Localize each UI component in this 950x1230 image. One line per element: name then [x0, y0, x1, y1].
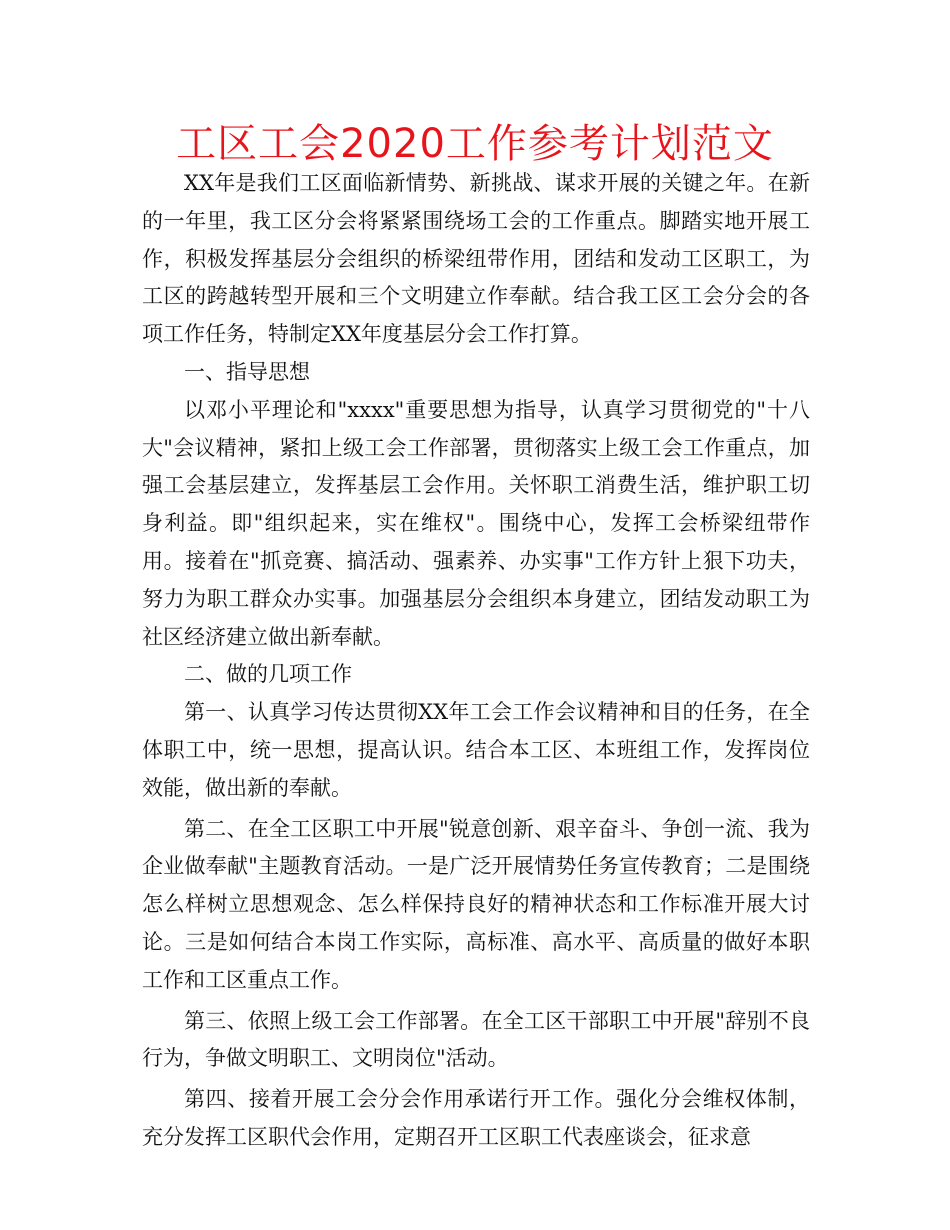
document-title: 工区工会2020工作参考计划范文	[176, 121, 774, 167]
paragraph-work-item-1: 第一、认真学习传达贯彻XX年工会工作会议精神和目的任务，在全体职工中，统一思想，提高认识。结合本工区、本班组工作，发挥岗位效能，做出新的奉献。	[142, 700, 810, 800]
paragraph-work-item-3: 第三、依照上级工会工作部署。在全工区干部职工中开展"辞别不良行为，争做文明职工、文明岗位"活动。	[142, 1008, 810, 1071]
section-heading-guiding-thought: 一、指导思想	[184, 359, 310, 384]
paragraph-work-item-2: 第二、在全工区职工中开展"锐意创新、艰辛奋斗、争创一流、我为企业做奉献"主题教育活动。一是广泛开展情势任务宣传教育；二是围绕怎么样树立思想观念、怎么样保持良好的精神状态和工作标准开展大讨论。三是如何结合本岗工作实际，高标准、高水平、高质量的做好本职工作和工区重点工作。	[142, 816, 810, 992]
paragraph-guiding-thought: 以邓小平理论和"xxxx"重要思想为指导，认真学习贯彻党的"十八大"会议精神，紧扣上级工会工作部署，贯彻落实上级工会工作重点，加强工会基层建立，发挥基层工会作用。关怀职工消费生活，维护职工切身利益。即"组织起来，实在维权"。围绕中心，发挥工会桥梁纽带作用。接着在"抓竞赛、搞活动、强素养、办实事"工作方针上狠下功夫，努力为职工群众办实事。加强基层分会组织本身建立，团结发动职工为社区经济建立做出新奉献。	[142, 397, 810, 649]
paragraph-intro: XX年是我们工区面临新情势、新挑战、谋求开展的关键之年。在新的一年里，我工区分会将紧紧围绕场工会的工作重点。脚踏实地开展工作，积极发挥基层分会组织的桥梁纽带作用，团结和发动工区职工，为工区的跨越转型开展和三个文明建立作奉献。结合我工区工会分会的各项工作任务，特制定XX年度基层分会工作打算。	[142, 171, 810, 347]
paragraph-work-item-4: 第四、接着开展工会分会作用承诺行开工作。强化分会维权体制，充分发挥工区职代会作用，定期召开工区职工代表座谈会，征求意	[142, 1087, 810, 1149]
document-body	[142, 165, 810, 1157]
section-heading-work-items: 二、做的几项工作	[184, 662, 352, 687]
